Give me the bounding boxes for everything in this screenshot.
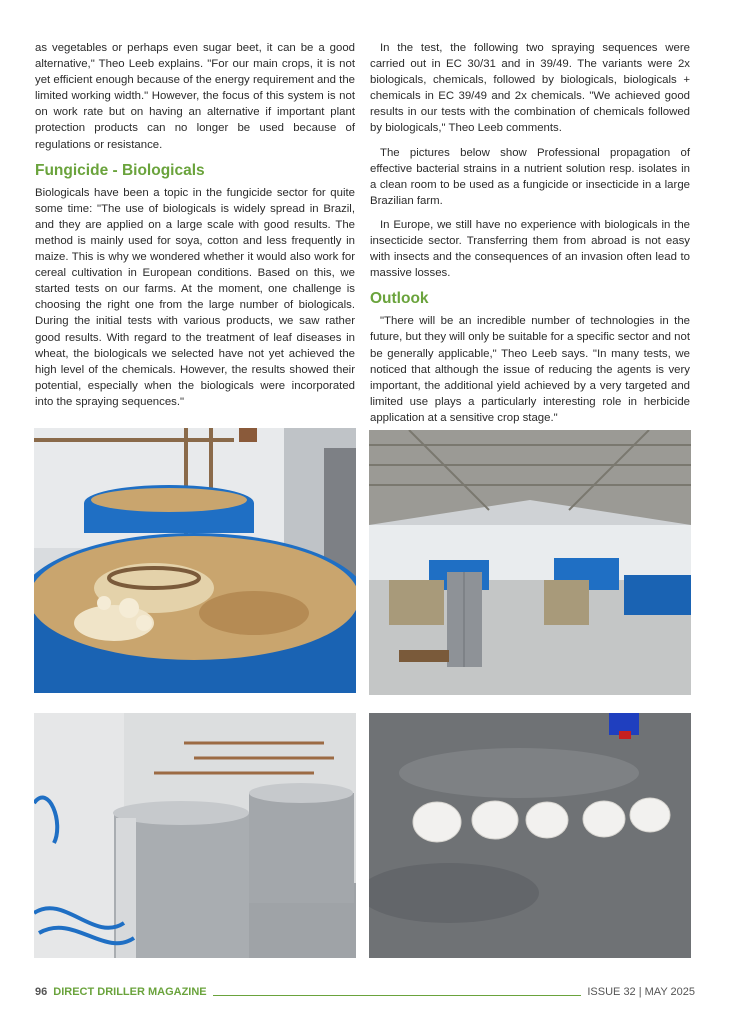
right-paragraph-1: In the test, the following two spraying sequences were carried out in EC 30/31 and in 39/49. The variants were 2x biologicals, chemicals, followed by biologicals, biologicals + chemicals in EC 39/49 and 2x chemicals. "We achieved good results in our tests with the combination of chemicals followed by biologicals," Theo Leeb comments. [370, 42, 690, 135]
section-heading-fungicide: Fungicide - Biologicals [35, 161, 205, 179]
left-column [35, 40, 355, 418]
right-paragraph-2: The pictures below show Professional propagation of effective bacterial strains in a nutrient solution resp. isolates in a clean room to be used as a fungicide or insecticide in a large Brazilian farm. [370, 146, 690, 207]
issue-info: ISSUE 32 | MAY 2025 [587, 986, 695, 998]
photo-steel-fermenters [34, 713, 356, 958]
page-footer [35, 985, 695, 999]
right-column [370, 40, 690, 434]
magazine-name: DIRECT DRILLER MAGAZINE [53, 986, 207, 998]
photo-warehouse [369, 430, 691, 695]
photo-petri-dishes [369, 713, 691, 958]
right-paragraph-3: In Europe, we still have no experience with biologicals in the insecticide sector. Transferring them from abroad is not easy with insects and the consequences of an invasion often lead to massive losses. [370, 218, 690, 280]
right-paragraph-4: "There will be an incredible number of technologies in the future, but they will only be suitable for a specific sector and not be generally applicable," Theo Leeb says. "In many tests, we noticed that although the issue of reducing the agents is very important, the additional yield achieved by a very targeted and limited use plays a particularly interesting role in herbicide application at a sensitive crop stage." [370, 315, 690, 424]
photo-foaming-tank [34, 428, 356, 693]
left-paragraph-2: Biologicals have been a topic in the fungicide sector for quite some time: "The use of biologicals is widely spread in Brazil, and they are applied on a large scale with good results. The method is mainly used for soya, cotton and less frequently in maize. This is why we wondered whether it would also work for cereal cultivation in European conditions. Based on this, we started tests on our farms. At the moment, one challenge is choosing the right one from the large number of biologicals. During the initial tests with various products, we saw rather good results. With regard to the treatment of leaf diseases in wheat, the biologicals we selected have not yet achieved the high level of the chemicals. However, the results showed their potential, especially when the biologicals were incorporated into the spraying sequences." [35, 186, 355, 408]
section-heading-outlook: Outlook [370, 290, 429, 308]
footer-divider [213, 989, 582, 996]
page-number: 96 [35, 986, 48, 998]
left-paragraph-1: as vegetables or perhaps even sugar beet, it can be a good alternative," Theo Leeb explains. "For our main crops, it is not yet efficient enough because of the energy requirement and the limited working width." However, the focus of this system is not on work rate but on having an alternative if important plant protection products can no longer be used because of regulations or resistance. [35, 42, 355, 151]
